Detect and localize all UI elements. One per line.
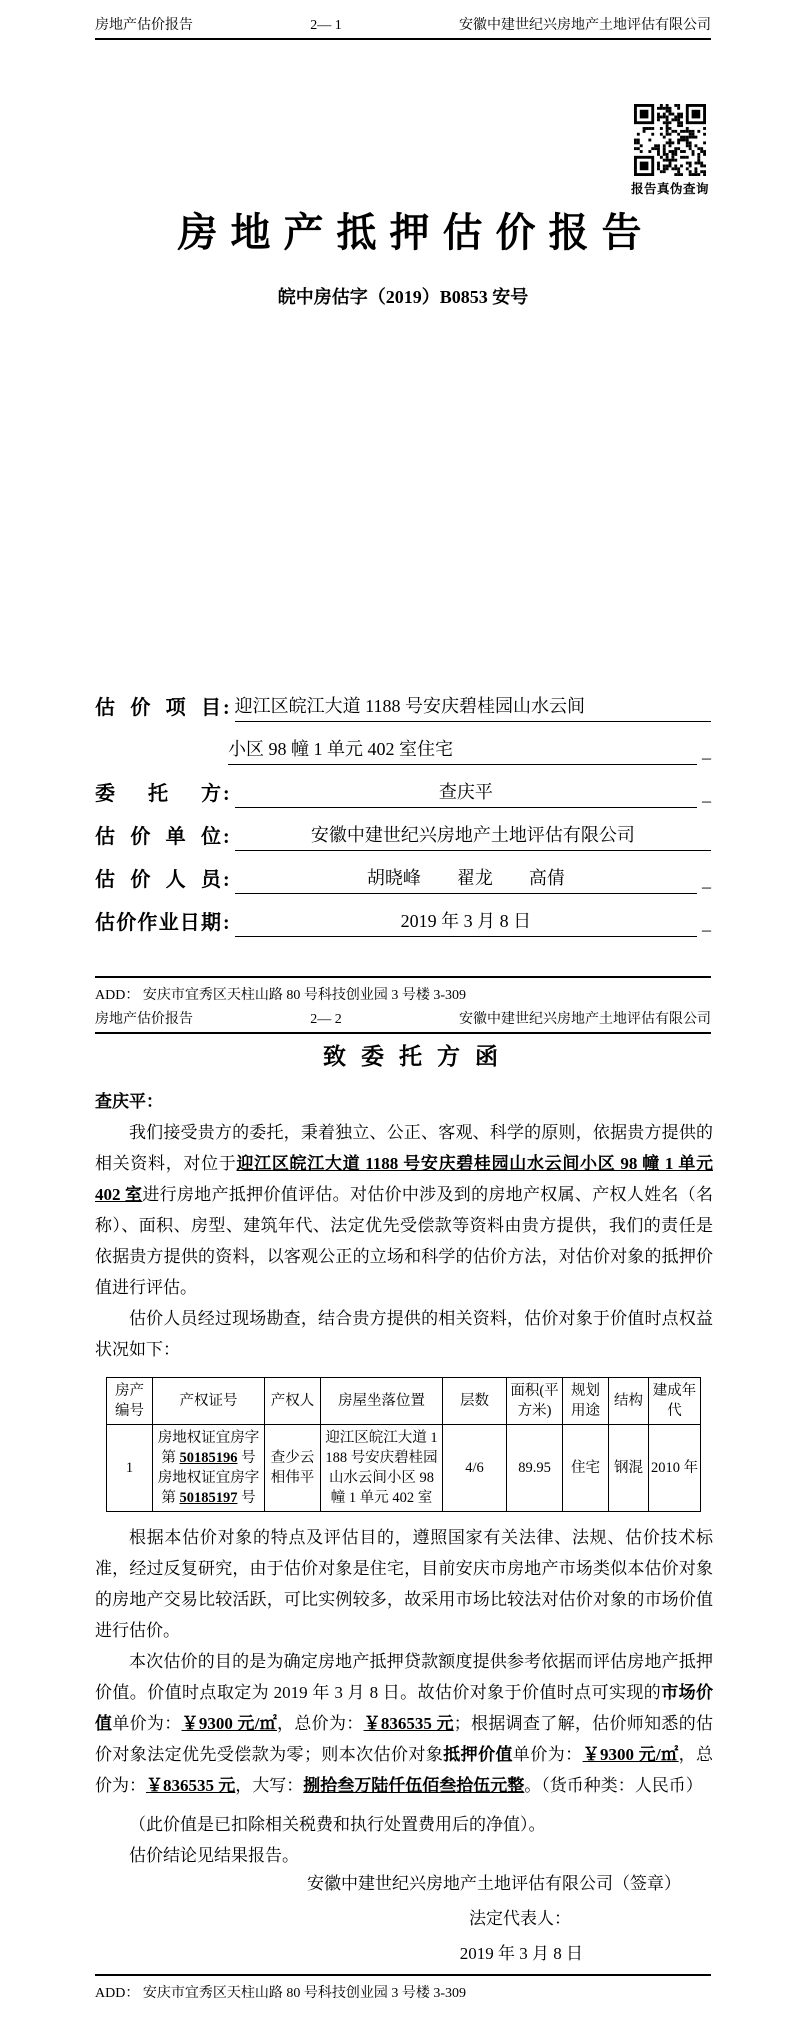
col-header-year: 建成年代 xyxy=(649,1378,701,1425)
header-page-number: 2— 1 xyxy=(310,18,342,33)
letter-paragraph-2: 估价人员经过现场勘查，结合贵方提供的相关资料，估价对象于价值时点权益状况如下： xyxy=(95,1309,713,1359)
header-company-name: 安徽中建世纪兴房地产土地评估有限公司 xyxy=(459,1012,711,1027)
field-value-client: 查庆平 xyxy=(235,778,697,808)
letter-paragraph-6: 估价结论见结果报告。 xyxy=(129,1846,299,1865)
market-total-price: ￥836535 元 xyxy=(363,1714,454,1733)
qr-verification-block xyxy=(631,104,709,197)
letter-paragraph-5: （此价值是已扣除相关税费和执行处置费用后的净值）。 xyxy=(129,1815,546,1834)
header-doc-title: 房地产估价报告 xyxy=(95,1012,193,1027)
salutation: 查庆平： xyxy=(95,1092,163,1111)
letter-paragraph-4: 本次估价的目的是为确定房地产抵押贷款额度提供参考依据而评估房地产抵押价值。价值时点取定为 2019 年 3 月 8 日。故估价对象于价值时点可实现的市场价值单价为：￥9300 元/㎡，总价为：￥836535 元；根据调查了解，估价师知悉的估价对象法定优先受偿款为零；则本次估价对象抵押价值单价为：￥9300 元/㎡，总价为：￥836535 元，大写：捌拾叁万陆仟伍佰叁拾伍元整。（货币种类：人民币） xyxy=(95,1652,714,1795)
field-label-agency: 估价单位 xyxy=(95,826,221,848)
cert-number-2: 50185197 xyxy=(179,1490,238,1506)
form-row-project xyxy=(95,692,711,722)
col-header-owner: 产权人 xyxy=(265,1378,321,1425)
qr-code-icon xyxy=(634,104,706,176)
cell-floors: 4/6 xyxy=(443,1425,507,1512)
cell-year: 2010 年 xyxy=(649,1425,701,1512)
page2-header xyxy=(95,1008,711,1034)
cell-structure: 钢混 xyxy=(609,1425,649,1512)
col-header-structure: 结构 xyxy=(609,1378,649,1425)
field-colon: : xyxy=(223,697,230,719)
mortgage-total-price: ￥836535 元 xyxy=(146,1776,236,1795)
letter-paragraph-1: 我们接受贵方的委托，秉着独立、公正、客观、科学的原则，依据贵方提供的相关资料，对位于迎江区皖江大道 1188 号安庆碧桂园山水云间小区 98 幢 1 单元 402 室进行房地产抵押价值评估。对估价中涉及到的房地产权属、产权人姓名（名称）、面积、房型、建筑年代、法定优先受偿款等资料由贵方提供，我们的责任是依据贵方提供的资料，以客观公正的立场和科学的估价方法，对估价对象的抵押价值进行评估。 xyxy=(95,1123,714,1297)
appraisal-cover-form xyxy=(95,692,711,937)
col-header-floors: 层数 xyxy=(443,1378,507,1425)
mortgage-value-term: 抵押价值 xyxy=(443,1745,513,1764)
report-number: 皖中房估字（2019）B0853 安号 xyxy=(277,287,529,307)
closing-block xyxy=(95,1866,711,1971)
form-row-date xyxy=(95,907,711,937)
letter-body xyxy=(95,1086,713,1871)
field-value-date: 2019 年 3 月 8 日 xyxy=(235,907,697,937)
closing-legal-rep: 法定代表人： xyxy=(469,1909,571,1928)
market-unit-price: ￥9300 元/㎡ xyxy=(181,1714,278,1733)
amount-in-words: 捌拾叁万陆仟伍佰叁拾伍元整 xyxy=(303,1776,525,1795)
field-value-agency: 安徽中建世纪兴房地产土地评估有限公司 xyxy=(235,821,711,851)
field-colon: : xyxy=(223,783,230,805)
report-title: 房地产抵押估价报告 xyxy=(177,210,655,255)
footer-address: ADD： 安庆市宜秀区天柱山路 80 号科技创业园 3 号楼 3-309 xyxy=(95,988,466,1003)
underscore-mark: _ xyxy=(702,784,711,804)
mortgage-unit-price: ￥9300 元/㎡ xyxy=(582,1745,679,1764)
field-label-client: 委托方 xyxy=(95,783,221,805)
underscore-mark: _ xyxy=(702,741,711,761)
footer-address: ADD： 安庆市宜秀区天柱山路 80 号科技创业园 3 号楼 3-309 xyxy=(95,1986,466,2001)
table-row xyxy=(107,1425,701,1512)
header-company-name: 安徽中建世纪兴房地产土地评估有限公司 xyxy=(459,18,711,33)
cell-area: 89.95 xyxy=(507,1425,563,1512)
cell-property-no: 1 xyxy=(107,1425,153,1512)
underscore-mark: _ xyxy=(702,870,711,890)
field-colon: : xyxy=(223,826,230,848)
cell-cert-no: 房地权证宜房字 第 50185196 号 房地权证宜房字 第 50185197 号 xyxy=(153,1425,265,1512)
field-label-date: 估价作业日期 xyxy=(95,912,221,934)
field-value-appraisers: 胡晓峰 翟龙 高倩 xyxy=(235,864,697,894)
form-row-project-line2 xyxy=(228,735,711,765)
closing-company: 安徽中建世纪兴房地产土地评估有限公司（签章） xyxy=(307,1874,681,1893)
field-colon: : xyxy=(223,912,230,934)
closing-date: 2019 年 3 月 8 日 xyxy=(459,1944,583,1963)
cell-use: 住宅 xyxy=(563,1425,609,1512)
form-row-client xyxy=(95,778,711,808)
header-doc-title: 房地产估价报告 xyxy=(95,18,193,33)
page1-header xyxy=(95,14,711,40)
field-value-project-line2: 小区 98 幢 1 单元 402 室住宅 xyxy=(228,735,697,765)
page1-footer xyxy=(95,976,711,1004)
form-row-appraisers xyxy=(95,864,711,894)
cell-location: 迎江区皖江大道 1188 号安庆碧桂园山水云间小区 98 幢 1 单元 402 室 xyxy=(321,1425,443,1512)
market-value-term: 市场价值 xyxy=(95,1683,714,1733)
appraisal-table xyxy=(106,1377,701,1512)
cert-number-1: 50185196 xyxy=(179,1450,238,1466)
page2-footer xyxy=(95,1974,711,2002)
col-header-area: 面积(平方米) xyxy=(507,1378,563,1425)
col-header-location: 房屋坐落位置 xyxy=(321,1378,443,1425)
letter-paragraph-3: 根据本估价对象的特点及评估目的，遵照国家有关法律、法规、估价技术标准，经过反复研究，由于估价对象是住宅，目前安庆市房地产市场类似本估价对象的房地产交易比较活跃，可比实例较多，故采用市场比较法对估价对象的市场价值进行估价。 xyxy=(95,1528,713,1640)
field-value-project-line1: 迎江区皖江大道 1188 号安庆碧桂园山水云间 xyxy=(235,692,711,722)
field-label-project: 估价项目 xyxy=(95,697,221,719)
col-header-property-no: 房产编号 xyxy=(107,1378,153,1425)
form-row-agency xyxy=(95,821,711,851)
table-header-row xyxy=(107,1378,701,1425)
header-page-number: 2— 2 xyxy=(310,1012,342,1027)
col-header-use: 规划用途 xyxy=(563,1378,609,1425)
subject-property-address: 迎江区皖江大道 1188 号安庆碧桂园山水云间小区 98 幢 1 单元 402 室 xyxy=(95,1154,714,1204)
field-colon: : xyxy=(223,869,230,891)
letter-title: 致委托方函 xyxy=(323,1044,513,1069)
cell-owner: 查少云 相伟平 xyxy=(265,1425,321,1512)
underscore-mark: _ xyxy=(702,913,711,933)
field-label-appraisers: 估价人员 xyxy=(95,869,221,891)
qr-caption: 报告真伪查询 xyxy=(631,182,710,196)
col-header-cert-no: 产权证号 xyxy=(153,1378,265,1425)
